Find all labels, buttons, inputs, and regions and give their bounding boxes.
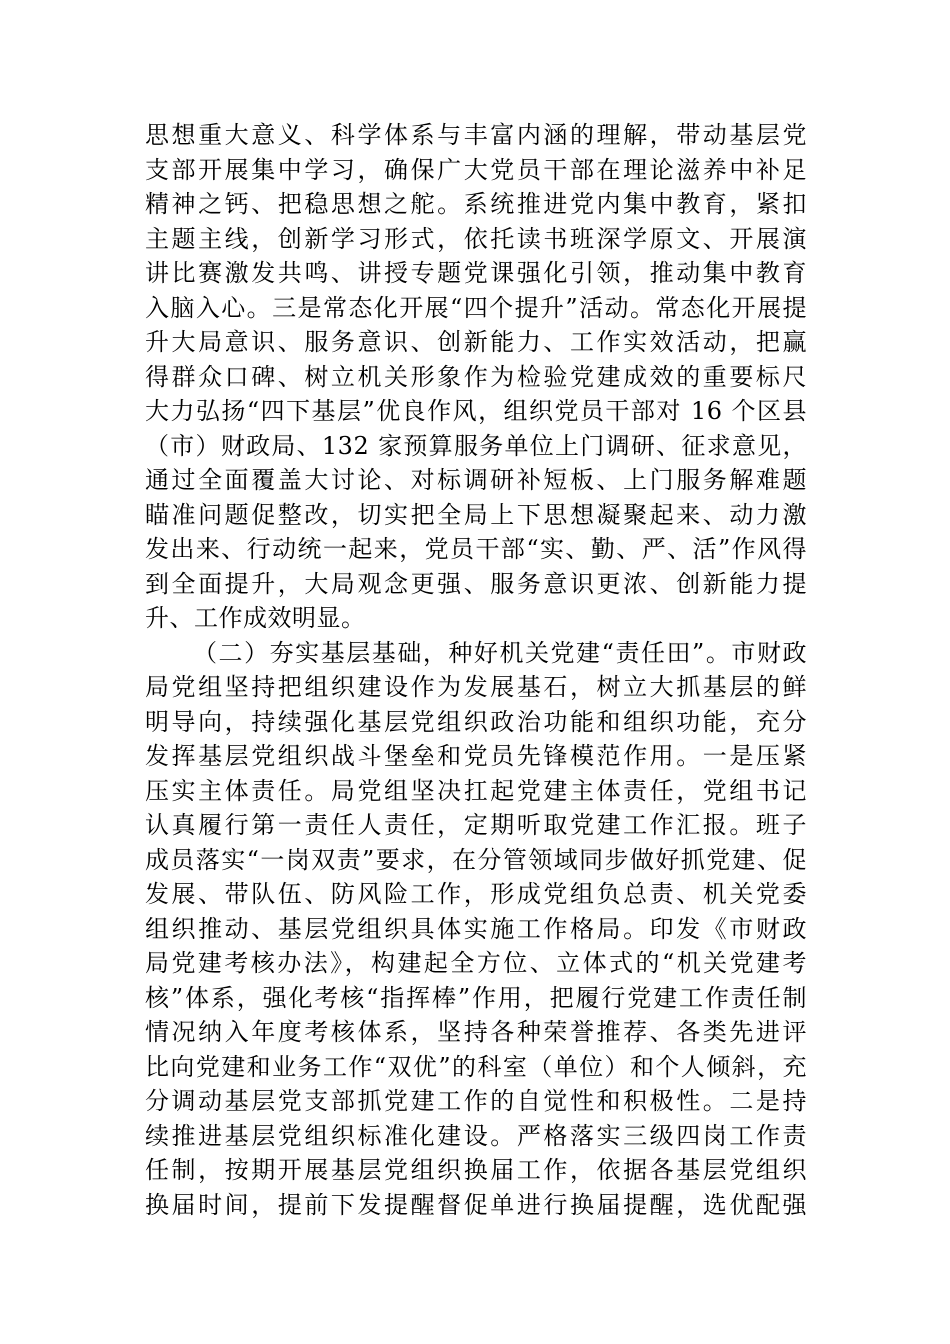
text-line: 分调动基层党支部抓党建工作的自觉性和积极性。二是持 <box>145 1087 807 1115</box>
text-line: 到全面提升，大局观念更强、服务意识更浓、创新能力提 <box>145 569 807 598</box>
text-line: 换届时间，提前下发提醒督促单进行换届提醒，选优配强 <box>145 1190 807 1219</box>
body-text <box>145 118 807 1222</box>
text-line: （市）财政局、132 家预算服务单位上门调研、征求意见， <box>145 431 807 460</box>
text-line: 比向党建和业务工作“双优”的科室（单位）和个人倾斜，充 <box>145 1052 807 1081</box>
text-line: 入脑入心。三是常态化开展“四个提升”活动。常态化开展提 <box>145 293 807 322</box>
section-heading-line: （二）夯实基层基础，种好机关党建“责任田”。市财政 <box>193 638 807 667</box>
text-line: 核”体系，强化考核“指挥棒”作用，把履行党建工作责任制 <box>145 983 807 1012</box>
text-line: 任制，按期开展基层党组织换届工作，依据各基层党组织 <box>145 1156 807 1184</box>
text-line: 发挥基层党组织战斗堡垒和党员先锋模范作用。一是压紧 <box>145 742 807 770</box>
text-line: 瞄准问题促整改，切实把全局上下思想凝聚起来、动力激 <box>145 500 807 529</box>
text-line: 通过全面覆盖大讨论、对标调研补短板、上门服务解难题 <box>145 466 807 494</box>
text-line: 情况纳入年度考核体系，坚持各种荣誉推荐、各类先进评 <box>145 1018 807 1046</box>
text-line: 认真履行第一责任人责任，定期听取党建工作汇报。班子 <box>145 811 807 839</box>
text-line: 明导向，持续强化基层党组织政治功能和组织功能，充分 <box>145 707 807 736</box>
text-line: 发展、带队伍、防风险工作，形成党组负总责、机关党委 <box>145 880 807 908</box>
text-line: 大力弘扬“四下基层”优良作风，组织党员干部对 16 个区县 <box>145 397 807 425</box>
text-line: 局党建考核办法》，构建起全方位、立体式的“机关党建考 <box>145 949 807 977</box>
text-line: 续推进基层党组织标准化建设。严格落实三级四岗工作责 <box>145 1121 807 1150</box>
text-line: 升大局意识、服务意识、创新能力、工作实效活动，把赢 <box>145 328 807 356</box>
text-line: 支部开展集中学习，确保广大党员干部在理论滋养中补足 <box>145 155 807 184</box>
text-line: 精神之钙、把稳思想之舵。系统推进党内集中教育，紧扣 <box>145 190 807 218</box>
text-line: 思想重大意义、科学体系与丰富内涵的理解，带动基层党 <box>145 121 807 149</box>
text-line: 发出来、行动统一起来，党员干部“实、勤、严、活”作风得 <box>145 535 807 563</box>
text-line: 压实主体责任。局党组坚决扛起党建主体责任，党组书记 <box>145 776 807 805</box>
text-line: 讲比赛激发共鸣、讲授专题党课强化引领，推动集中教育 <box>145 259 807 287</box>
text-line: 得群众口碑、树立机关形象作为检验党建成效的重要标尺 <box>145 362 807 391</box>
text-line: 主题主线，创新学习形式，依托读书班深学原文、开展演 <box>145 224 807 253</box>
text-line: 局党组坚持把组织建设作为发展基石，树立大抓基层的鲜 <box>145 673 807 701</box>
text-line: 组织推动、基层党组织具体实施工作格局。印发《市财政 <box>145 914 807 943</box>
text-line: 成员落实“一岗双责”要求，在分管领域同步做好抓党建、促 <box>145 845 807 874</box>
paragraph-end-line: 升、工作成效明显。 <box>145 604 366 632</box>
